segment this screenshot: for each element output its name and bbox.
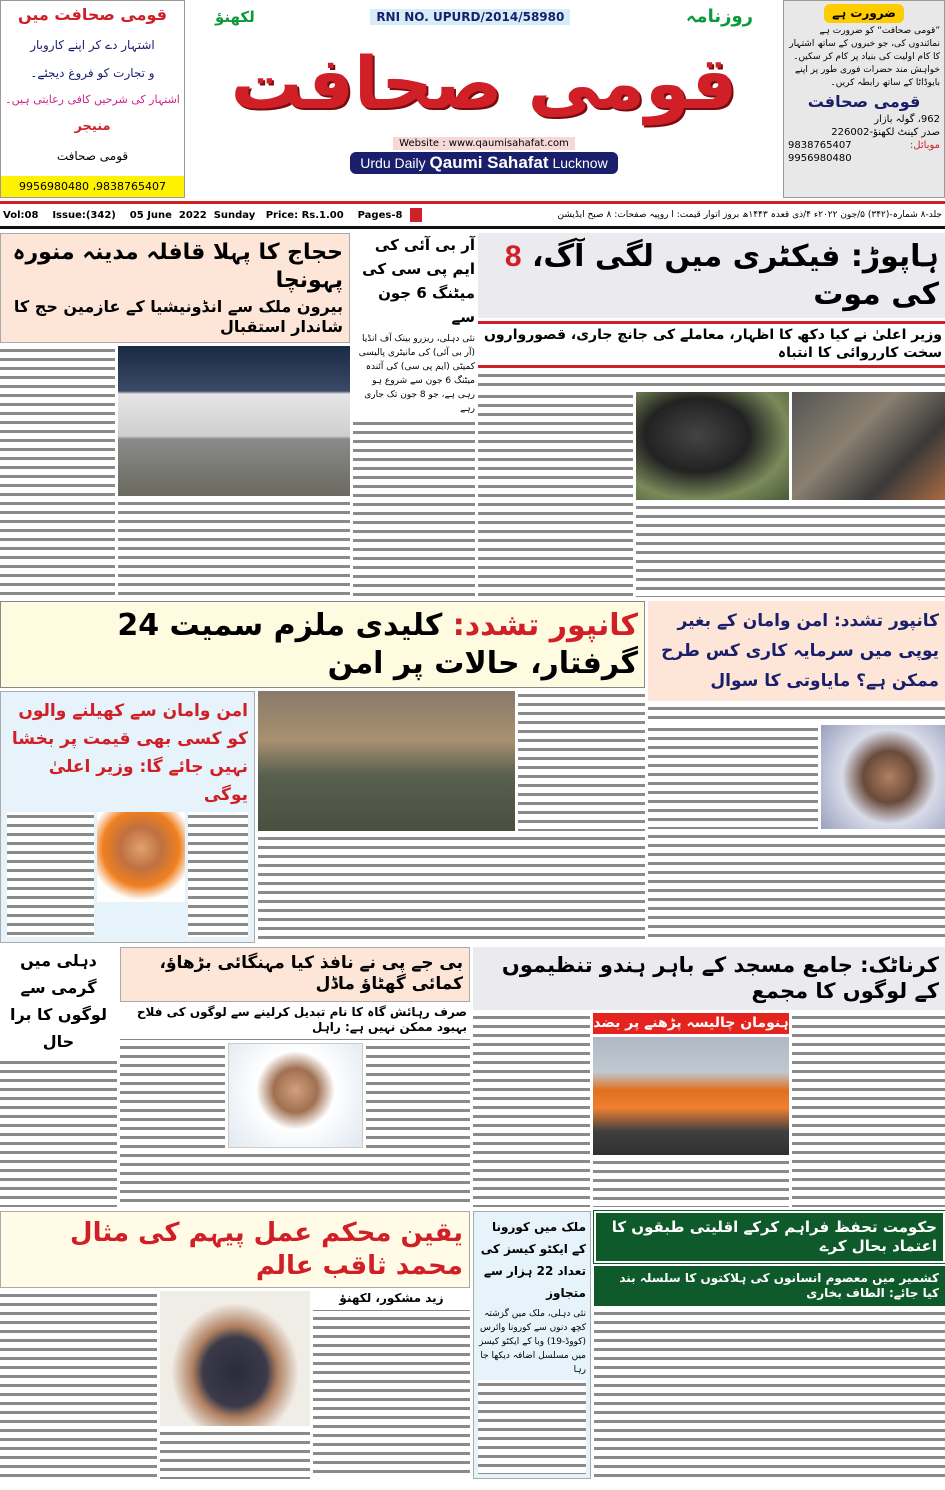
saqib-right-column <box>313 1291 470 1479</box>
kashmir-body-text <box>594 1309 945 1480</box>
section-rule <box>0 226 945 229</box>
right-ad-name: قومی صحافت <box>807 92 921 111</box>
hajj-subheadline: بیرون ملک سے انڈونیشیا کے عازمین حج کا شاندار استقبال <box>13 297 343 336</box>
left-ad-title: قومی صحافت میں <box>18 5 167 24</box>
mayawati-body-text-bottom <box>648 832 945 943</box>
left-ad-phones: 9956980480 ،9838765407 <box>1 176 184 197</box>
english-title-prefix: Urdu Daily <box>360 154 426 171</box>
delhi-heat-headline: دہلی میں گرمی سے لوگوں کا برا حال <box>10 951 107 1051</box>
section-1 <box>0 233 945 597</box>
left-ad-name: قومی صحافت <box>56 148 129 163</box>
hapur-rule-bottom <box>478 365 945 368</box>
saqib-body-text-bottom <box>160 1429 310 1479</box>
saqib-photo <box>160 1291 310 1426</box>
section-4 <box>0 1211 945 1479</box>
hapur-rule-top <box>478 321 945 324</box>
hajj-body-text-2 <box>118 499 350 597</box>
bjp-headline-box <box>120 947 470 1002</box>
hapur-subheadline: وزیر اعلیٰ نے کیا دکھ کا اظہار، معاملے کی جانچ جاری، قصورواروں سخت کارروائی کا انتباہ <box>483 327 942 361</box>
hapur-fire-photo <box>636 392 789 500</box>
kashmir-subheadline: کشمیر میں معصوم انسانوں کی ہلاکتوں کا سلسلہ بند کیا جائے: الطاف بخاری <box>619 1270 939 1300</box>
hajj-body-text <box>0 346 115 597</box>
kanpur-headline-box <box>0 601 645 688</box>
saqib-headline-box <box>0 1211 470 1288</box>
hapur-body-text <box>478 371 945 389</box>
right-ad-address1: 962، گولہ بازار <box>874 114 940 125</box>
bjp-body-text-left <box>120 1043 225 1148</box>
karnataka-banner: ہنومان چالیسہ پڑھنے پر بضد <box>593 1013 789 1035</box>
left-ad-line1: اشتہار دے کر اپنے کاروبار <box>30 38 155 53</box>
rbi-headline: آر بی آئی کی ایم پی سی کی میٹنگ 6 جون سے <box>362 236 475 326</box>
hapur-body-text-left <box>478 392 633 597</box>
hajj-headline: حجاج کا پہلا قافلہ مدینہ منورہ پہونچا <box>12 240 343 293</box>
mayawati-body-text-top <box>648 704 945 722</box>
right-ad-phone2: 9956980480 <box>788 153 852 164</box>
right-ad-phone1: 9838765407 <box>788 140 852 151</box>
section-3 <box>0 947 945 1207</box>
bjp-headline: بی جے پی نے نافذ کیا مہنگائی بڑھاؤ، کمائی گھٹاؤ ماڈل <box>159 953 463 995</box>
kanpur-body-text-right <box>518 691 645 831</box>
hajj-column <box>0 233 350 597</box>
mayawati-headline: کانپور تشدد: امن وامان کے بغیر یوپی میں سرمایہ کاری کس طرح ممکن ہے؟ مایاوتی کا سوال <box>661 611 939 691</box>
info-bar <box>0 204 945 226</box>
karnataka-column <box>473 947 945 1207</box>
saqib-column <box>0 1211 470 1479</box>
left-ad-manager: منیجر <box>74 119 111 135</box>
covid-body-text <box>478 1380 586 1474</box>
kanpur-police-photo <box>258 691 515 831</box>
karnataka-center-column <box>593 1013 789 1208</box>
hapur-photos-column <box>636 392 945 597</box>
saqib-photo-column <box>160 1291 310 1479</box>
masthead-top-row <box>185 6 783 29</box>
right-ad <box>783 0 945 198</box>
kanpur-column <box>0 601 645 943</box>
saqib-body-row <box>0 1291 470 1479</box>
kanpur-body-row <box>0 691 645 943</box>
bjp-column <box>120 947 470 1207</box>
english-title-suffix: Lucknow <box>552 154 608 171</box>
hapur-body-text-bottom <box>636 503 945 597</box>
hapur-photos-row <box>636 392 945 500</box>
saqib-headline: یقین محکم عمل پیہم کی مثال محمد ثاقب عالم <box>70 1218 463 1281</box>
kashmir-headline-box <box>594 1211 945 1263</box>
karnataka-body-text-right <box>792 1013 945 1208</box>
kanpur-photo-row <box>258 691 645 831</box>
masthead <box>0 0 945 198</box>
yogi-photo <box>97 812 185 902</box>
kashmir-subheadline-box <box>594 1266 945 1306</box>
rahul-photo <box>228 1043 363 1148</box>
kanpur-headline <box>7 607 638 682</box>
section-2 <box>0 601 945 943</box>
kanpur-body-text <box>258 834 645 943</box>
yogi-body-text-left <box>7 812 94 937</box>
karnataka-body-row <box>473 1013 945 1208</box>
info-english: Vol:08 Issue:(342) 05 June 2022 Sunday Price: Rs.1.00 Pages-8 <box>3 209 403 221</box>
kanpur-story-column <box>258 691 645 943</box>
english-title <box>350 152 617 174</box>
bjp-body-text-bottom <box>120 1151 470 1208</box>
rbi-column <box>353 233 475 597</box>
delhi-column <box>0 947 117 1207</box>
mayawati-photo-row <box>648 725 945 829</box>
rni-number: RNI NO. UPURD/2014/58980 <box>370 9 570 25</box>
yogi-body-text-right <box>188 812 248 937</box>
info-urdu: جلد-۸ شمارہ-(۳۴۲) ۵/جون ۲۰۲۲ء ۴/ذی قعدہ ۱۴۴۳ھ بروز اتوار قیمت: ا روپیہ صفحات: ۸ صبح ایڈیشن <box>557 210 942 220</box>
hapur-headline <box>484 238 939 313</box>
masthead-center <box>185 0 783 198</box>
hajj-right-column <box>118 346 350 597</box>
bjp-photo-row <box>120 1043 470 1148</box>
left-ad-line2: و تجارت کو فروغ دیجئے۔ <box>30 65 155 80</box>
bjp-body-text-right <box>366 1043 471 1148</box>
info-red-square <box>410 208 422 222</box>
hapur-death-count: 8 <box>504 240 522 273</box>
saqib-body-text-left <box>0 1291 157 1479</box>
hapur-column <box>478 233 945 597</box>
karnataka-headline-box <box>473 947 945 1010</box>
hapur-headline-end: کی موت <box>813 276 939 312</box>
kanpur-headline-red: کانپور تشدد: <box>452 608 638 643</box>
hajj-body-row <box>0 346 350 597</box>
delhi-body-text <box>0 1058 117 1207</box>
hapur-body-row <box>478 392 945 597</box>
left-ad <box>0 0 185 198</box>
hapur-headline-text: ہاپوڑ: فیکٹری میں لگی آگ، <box>521 239 939 274</box>
roznama-label: روزنامہ <box>685 6 753 27</box>
kashmir-headline: حکومت تحفظ فراہم کرکے اقلیتی طبقوں کا اعتماد بحال کرے <box>611 1218 937 1255</box>
yogi-box <box>0 691 255 943</box>
karnataka-body-text-bottom <box>593 1158 789 1207</box>
rbi-lead: نئی دہلی، ریزرو بینک آف انڈیا (آر بی آئی) کی مانیٹری پالیسی کمیٹی (ایم پی سی) کی آئندہ میٹنگ 6 جون سے شروع ہو رہی ہے، جو 8 جون تک جاری رہے <box>358 334 475 414</box>
website: Website : www.qaumisahafat.com <box>393 137 575 150</box>
right-ad-badge: ضرورت ہے <box>824 4 904 23</box>
right-ad-address2: صدر کینٹ لکھنؤ-226002 <box>831 127 940 138</box>
covid-headline: ملک میں کورونا کے ایکٹو کیسز کی تعداد 22 ہزار سے متجاوز <box>480 1220 586 1300</box>
bjp-subheadline: صرف رہائش گاہ کا نام تبدیل کرلینے سے لوگوں کی فلاح بہبود ممکن نہیں ہے: راہل <box>120 1005 470 1040</box>
rbi-body-text <box>353 419 475 597</box>
right-ad-mobile-label: موبائل: <box>909 140 940 151</box>
left-ad-line3: اشتہار کی شرحیں کافی رعایتی ہیں۔ <box>5 92 180 106</box>
karnataka-headline: کرناٹک: جامع مسجد کے باہر ہندو تنظیموں کے لوگوں کا مجمع <box>501 953 939 1004</box>
mayawati-body-text <box>648 725 818 829</box>
saqib-byline: زید مشکور، لکھنؤ <box>313 1291 470 1311</box>
yogi-body-row <box>7 812 248 937</box>
hajj-photo <box>118 346 350 496</box>
hajj-headline-box <box>0 233 350 343</box>
newspaper-logo: قومی صحافت <box>230 40 738 125</box>
city-label: لکھنؤ <box>215 7 255 26</box>
right-ad-mobile-row <box>788 140 940 151</box>
hapur-headline-box <box>478 233 945 318</box>
mayawati-photo <box>821 725 945 829</box>
covid-box <box>473 1211 591 1479</box>
kanpur-headline-text: کلیدی ملزم سمیت 24 گرفتار، حالات پر امن <box>117 608 638 681</box>
yogi-headline: امن وامان سے کھیلنے والوں کو کسی بھی قیمت پر بخشا نہیں جائے گا: وزیر اعلیٰ یوگی <box>11 701 248 805</box>
hapur-firefighters-photo <box>792 392 945 500</box>
saqib-body-text-right <box>313 1314 470 1479</box>
mayawati-column <box>648 601 945 943</box>
english-title-name: Qaumi Sahafat <box>429 152 549 172</box>
covid-lead: نئی دہلی، ملک میں گزشتہ کچھ دنوں سے کورونا وائرس (کووڈ-19) وبا کے ایکٹو کیسز میں مسلسل اضافہ دیکھا جا رہا <box>479 1309 586 1375</box>
mayawati-headline-box <box>648 601 945 701</box>
kashmir-column <box>594 1211 945 1479</box>
karnataka-crowd-photo <box>593 1037 789 1155</box>
karnataka-body-text-left <box>473 1013 590 1208</box>
right-ad-body: ”قومی صحافت“ کو ضرورت ہے نمائندوں کی، جو خبروں کے ساتھ اشتہار کا کام اولیت کی بنیاد پر کام کر سکیں۔ خواہش مند حضرات فوری طور پر اپنے بایوڈاٹا کے ساتھ رابطہ کریں۔ <box>789 26 940 88</box>
